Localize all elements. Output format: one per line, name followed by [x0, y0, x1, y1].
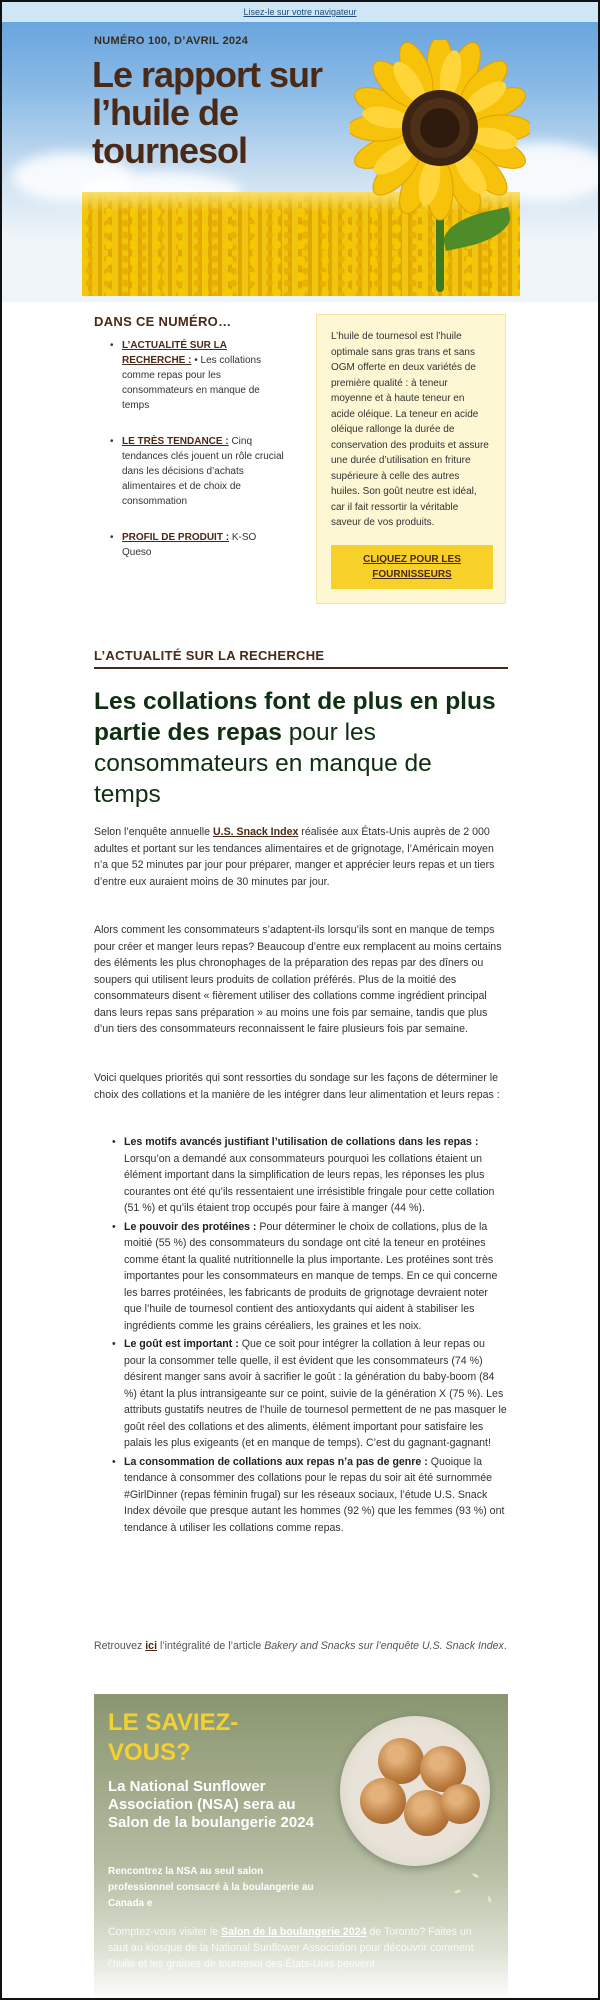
toc-list	[108, 338, 288, 581]
section-heading-research: L’ACTUALITÉ SUR LA RECHERCHE	[94, 648, 508, 669]
sunflower-oil-factbox	[316, 314, 506, 604]
toc-link-trends[interactable]: LE TRÈS TENDANCE :	[122, 436, 229, 447]
list-item-text: Que ce soit pour intégrer la collation à leur repas ou pour la consommer telle quelle, il est évident que les consommateurs (74 %) désirent manger sans avoir à sacrifier le goût : la génération du baby-boom (84 %) étant la plus intransigeante sur ce point, suivie de la génération X (75 %). Les attributs gustatifs neutres de l’huile de tournesol permettent de ne pas masquer le goût réel des collations et des aliments, élément important pour satisfaire les palais les plus exigeants (et en manque de temps). C’est du gagnant-gagnant!	[124, 1338, 507, 1449]
factbox-text: L’huile de tournesol est l’huile optimale sans gras trans et sans OGM offerte en deux variétés de première qualité : à teneur moyenne et à haute teneur en acide oléique. La teneur en acide oléique rallonge la durée de conservation des produits et assure une durée d’utilisation en friture supérieure à celle des autres huiles. Son goût neutre est idéal, car il fait ressortir la véritable saveur de vos produits.	[331, 331, 489, 528]
did-you-know-subheading: La National Sunflower Association (NSA) sera au Salon de la boulangerie 2024	[108, 1778, 314, 1831]
view-in-browser-link[interactable]: Lisez-le sur votre navigateur	[243, 7, 357, 17]
suppliers-button[interactable]: CLIQUEZ POUR LES FOURNISSEURS	[331, 545, 493, 589]
seed-decoration	[454, 1889, 462, 1894]
paragraph-text: Selon l’enquête annuelle	[94, 826, 213, 838]
muffin	[360, 1778, 406, 1824]
source-text: Retrouvez	[94, 1640, 146, 1652]
headline-bold: Les collations font de plus en plus partie des repas	[94, 688, 496, 746]
muffin	[440, 1784, 480, 1824]
newsletter-title: Le rapport sur l’huile de tournesol	[92, 54, 323, 171]
issue-number: NUMÉRO 100, D’AVRIL 2024	[94, 35, 249, 47]
sunflower-image	[350, 40, 530, 230]
toc-heading: DANS CE NUMÉRO…	[94, 314, 232, 329]
did-you-know-body	[108, 1924, 494, 1972]
list-item-text: Pour déterminer le choix de collations, plus de la moitié (55 %) des consommateurs du sondage ont cité la teneur en protéines comme étant la qualité nutritionnelle la plus importante. Les protéines sont très importantes pour les consommateurs en manque de temps. En ce qui concerne les barres protéinées, les fabricants de produits de grignotage devraient noter que l’huile de tournesol contient des antioxydants qui aident à stabiliser les ingrédients comme les grains céréaliers, les graines et les noix.	[124, 1220, 498, 1332]
snack-index-link[interactable]: U.S. Snack Index	[212, 826, 299, 838]
body-text: de Toronto? Faites un saut au kiosque de la National Sunflower Association pour découvrir comment l’huile et les graines de tournesol des États-Unis peuvent	[108, 1926, 474, 1970]
headline-rest: pour les consommateurs en manque de temps	[94, 719, 432, 808]
toc-item	[108, 338, 288, 413]
did-you-know-lead: Rencontrez la NSA au seul salon professionnel consacré à la boulangerie au Canada e	[108, 1866, 314, 1909]
list-item	[112, 1134, 508, 1217]
list-item	[112, 1336, 508, 1452]
seed-decoration	[472, 1872, 480, 1878]
did-you-know-box	[94, 1694, 508, 2000]
article-link[interactable]: ici	[145, 1640, 158, 1652]
source-title: Bakery and Snacks sur l’enquête U.S. Snack Index	[264, 1640, 504, 1652]
toc-link-research[interactable]: L’ACTUALITÉ SUR LA RECHERCHE :	[122, 340, 227, 366]
toc-link-product[interactable]: PROFIL DE PRODUIT :	[122, 532, 230, 543]
source-text: .	[503, 1640, 507, 1652]
muffins-image	[340, 1716, 490, 1866]
priorities-list	[112, 1134, 508, 1538]
toc-item-text: K-SO Queso	[122, 532, 257, 558]
did-you-know-heading: LE SAVIEZ-VOUS?	[108, 1709, 239, 1766]
browser-link-bar	[2, 2, 598, 22]
toc-item	[108, 434, 288, 509]
toc-item	[108, 530, 288, 560]
source-text: l’intégralité de l’article	[157, 1640, 265, 1652]
article-source	[94, 1638, 508, 1655]
list-item	[112, 1219, 508, 1335]
article-headline	[94, 686, 504, 810]
list-item-title: La consommation de collations aux repas n’a pas de genre :	[124, 1455, 428, 1468]
article-paragraph	[94, 824, 508, 890]
list-item-title: Le pouvoir des protéines :	[124, 1220, 257, 1233]
list-item-title: Le goût est important :	[124, 1338, 239, 1350]
toc-item-text: Cinq tendances clés jouent un rôle crucial dans les décisions d’achats alimentaires et de choix de consommation	[122, 436, 284, 507]
list-item-title: Les motifs avancés justifiant l’utilisation de collations dans les repas :	[124, 1136, 479, 1148]
paragraph-text: réalisée aux États-Unis auprès de 2 000 adultes et portant sur les tendances alimentaires et de grignotage, l’Américain moyen n’a que 52 minutes par jour pour préparer, manger et apprécier leurs repas et un tiers d’entre eux auraient moins de 30 minutes par jour.	[94, 826, 495, 888]
list-item-text: Lorsqu’on a demandé aux consommateurs pourquoi les collations étaient un élément important dans la simplification de leurs repas, les réponses les plus courantes ont été qu’ils ressentaient une irrésistible fringale pour cette collation (51 %) et qu’ils étaient trop occupés pour faire à manger (44 %).	[124, 1152, 495, 1214]
seed-decoration	[487, 1896, 492, 1904]
list-item-text: Quoique la tendance à consommer des collations pour le repas du soir ait été surnommée #GirlDinner (repas féminin frugal) sur les réseaux sociaux, l’étude U.S. Snack Index dévoile que presque autant les hommes (92 %) que les femmes (93 %) ont tendance à utiliser les collations comme repas.	[124, 1455, 505, 1534]
article-paragraph: Voici quelques priorités qui sont ressorties du sondage sur les façons de déterminer le choix des collations et la manière de les intégrer dans leur alimentation et leurs repas :	[94, 1072, 500, 1101]
toc-item-text: • Les collations comme repas pour les consommateurs en manque de temps	[122, 355, 262, 411]
bakery-show-link[interactable]: Salon de la boulangerie 2024	[221, 1926, 367, 1938]
body-text: Comptez-vous visiter le	[108, 1926, 222, 1938]
list-item	[112, 1454, 508, 1537]
article-paragraph: Alors comment les consommateurs s’adaptent-ils lorsqu’ils sont en manque de temps pour créer et manger leurs repas? Beaucoup d’entre eux remplacent au moins certains des éléments les plus chronophages de la préparation des repas par des dîners ou soupers qui utilisent leurs produits de collation préférés. Plus de la moitié des consommateurs disent « fièrement utiliser des collations comme ingrédient principal dans leurs repas sans préparation » au moins une fois par semaine, tandis que plus d’un tiers des consommateurs reconnaissent le faire plusieurs fois par semaine.	[94, 924, 502, 1035]
